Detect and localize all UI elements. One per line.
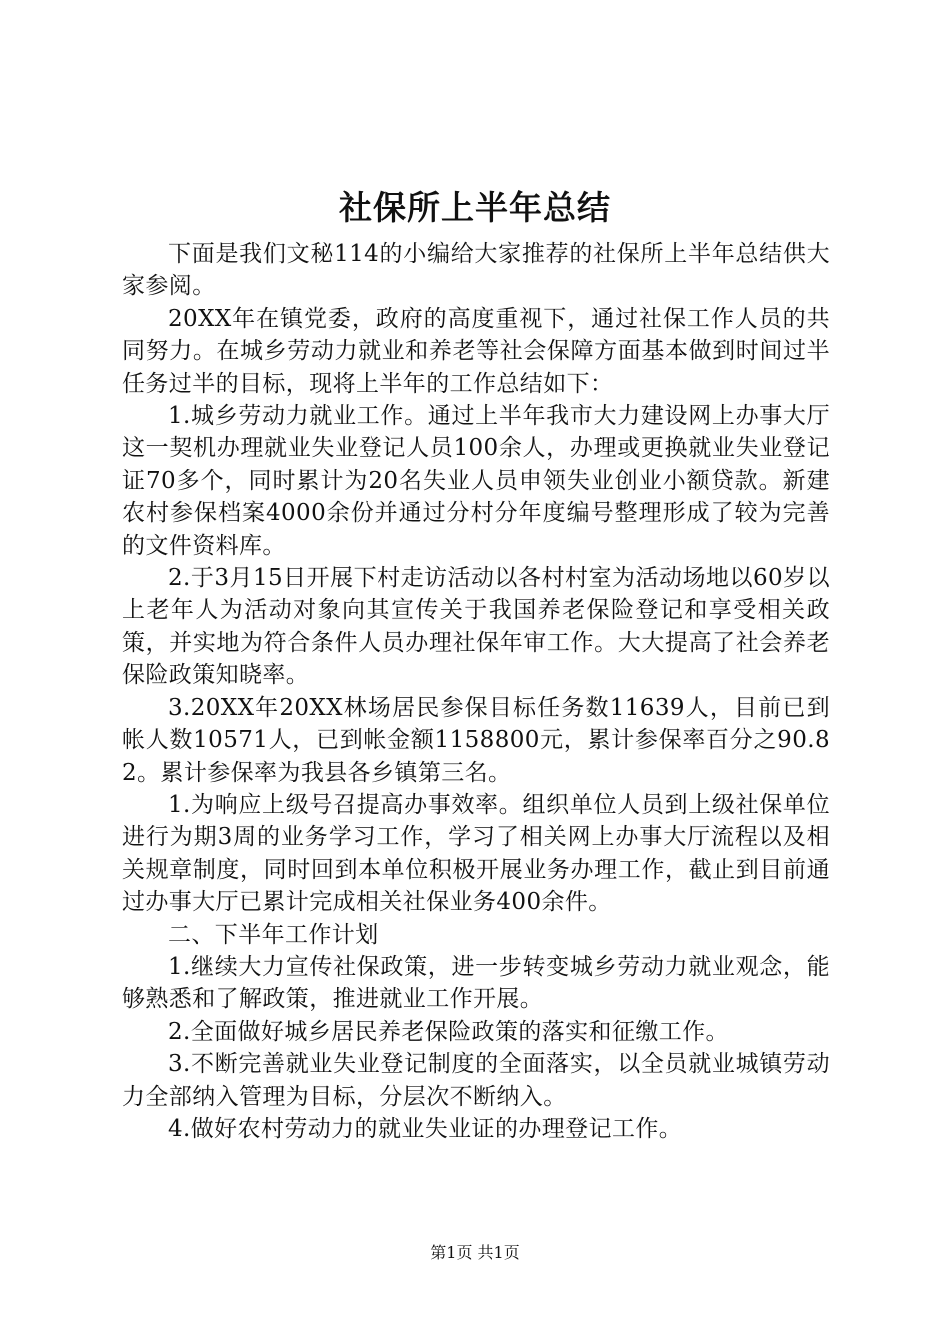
business-study-paragraph: 1.为响应上级号召提高办事效率。组织单位人员到上级社保单位进行为期3周的业务学习工作，学习了相关网上办事大厅流程以及相关规章制度，同时回到本单位积极开展业务办理工作，截止到目前通过办事大厅已累计完成相关社保业务400余件。 <box>122 791 830 916</box>
intro-paragraph: 下面是我们文秘114的小编给大家推荐的社保所上半年总结供大家参阅。 <box>122 241 830 300</box>
enrollment-target-paragraph: 3.20XX年20XX林场居民参保目标任务数11639人，目前已到帐人数10571人，已到帐金额1158800元，累计参保率百分之90.82。累计参保率为我县各乡镇第三名。 <box>122 694 830 786</box>
page-footer: 第1页 共1页 <box>430 1243 520 1262</box>
village-visit-paragraph: 2.于3月15日开展下村走访活动以各村村室为活动场地以60岁以上老年人为活动对象向其宣传关于我国养老保险登记和享受相关政策，并实地为符合条件人员办理社保年审工作。大大提高了社会养老保险政策知晓率。 <box>122 565 830 689</box>
plan-item-4: 4.做好农村劳动力的就业失业证的办理登记工作。 <box>168 1115 683 1142</box>
plan-item-1: 1.继续大力宣传社保政策，进一步转变城乡劳动力就业观念，能够熟悉和了解政策，推进就业工作开展。 <box>122 953 830 1013</box>
plan-item-3: 3.不断完善就业失业登记制度的全面落实，以全员就业城镇劳动力全部纳入管理为目标，分层次不断纳入。 <box>122 1051 830 1110</box>
overview-paragraph: 20XX年在镇党委，政府的高度重视下，通过社保工作人员的共同努力。在城乡劳动力就业和养老等社会保障方面基本做到时间过半任务过半的目标，现将上半年的工作总结如下： <box>122 305 830 397</box>
document-body <box>122 238 830 1145</box>
document-title: 社保所上半年总结 <box>339 188 611 227</box>
second-half-plan-heading: 二、下半年工作计划 <box>168 921 379 948</box>
plan-item-2: 2.全面做好城乡居民养老保险政策的落实和征缴工作。 <box>168 1018 729 1045</box>
employment-work-paragraph: 1.城乡劳动力就业工作。通过上半年我市大力建设网上办事大厅这一契机办理就业失业登记人员100余人，办理或更换就业失业登记证70多个，同时累计为20名失业人员申领失业创业小额贷款。新建农村参保档案4000余份并通过分村分年度编号整理形成了较为完善的文件资料库。 <box>122 403 830 559</box>
